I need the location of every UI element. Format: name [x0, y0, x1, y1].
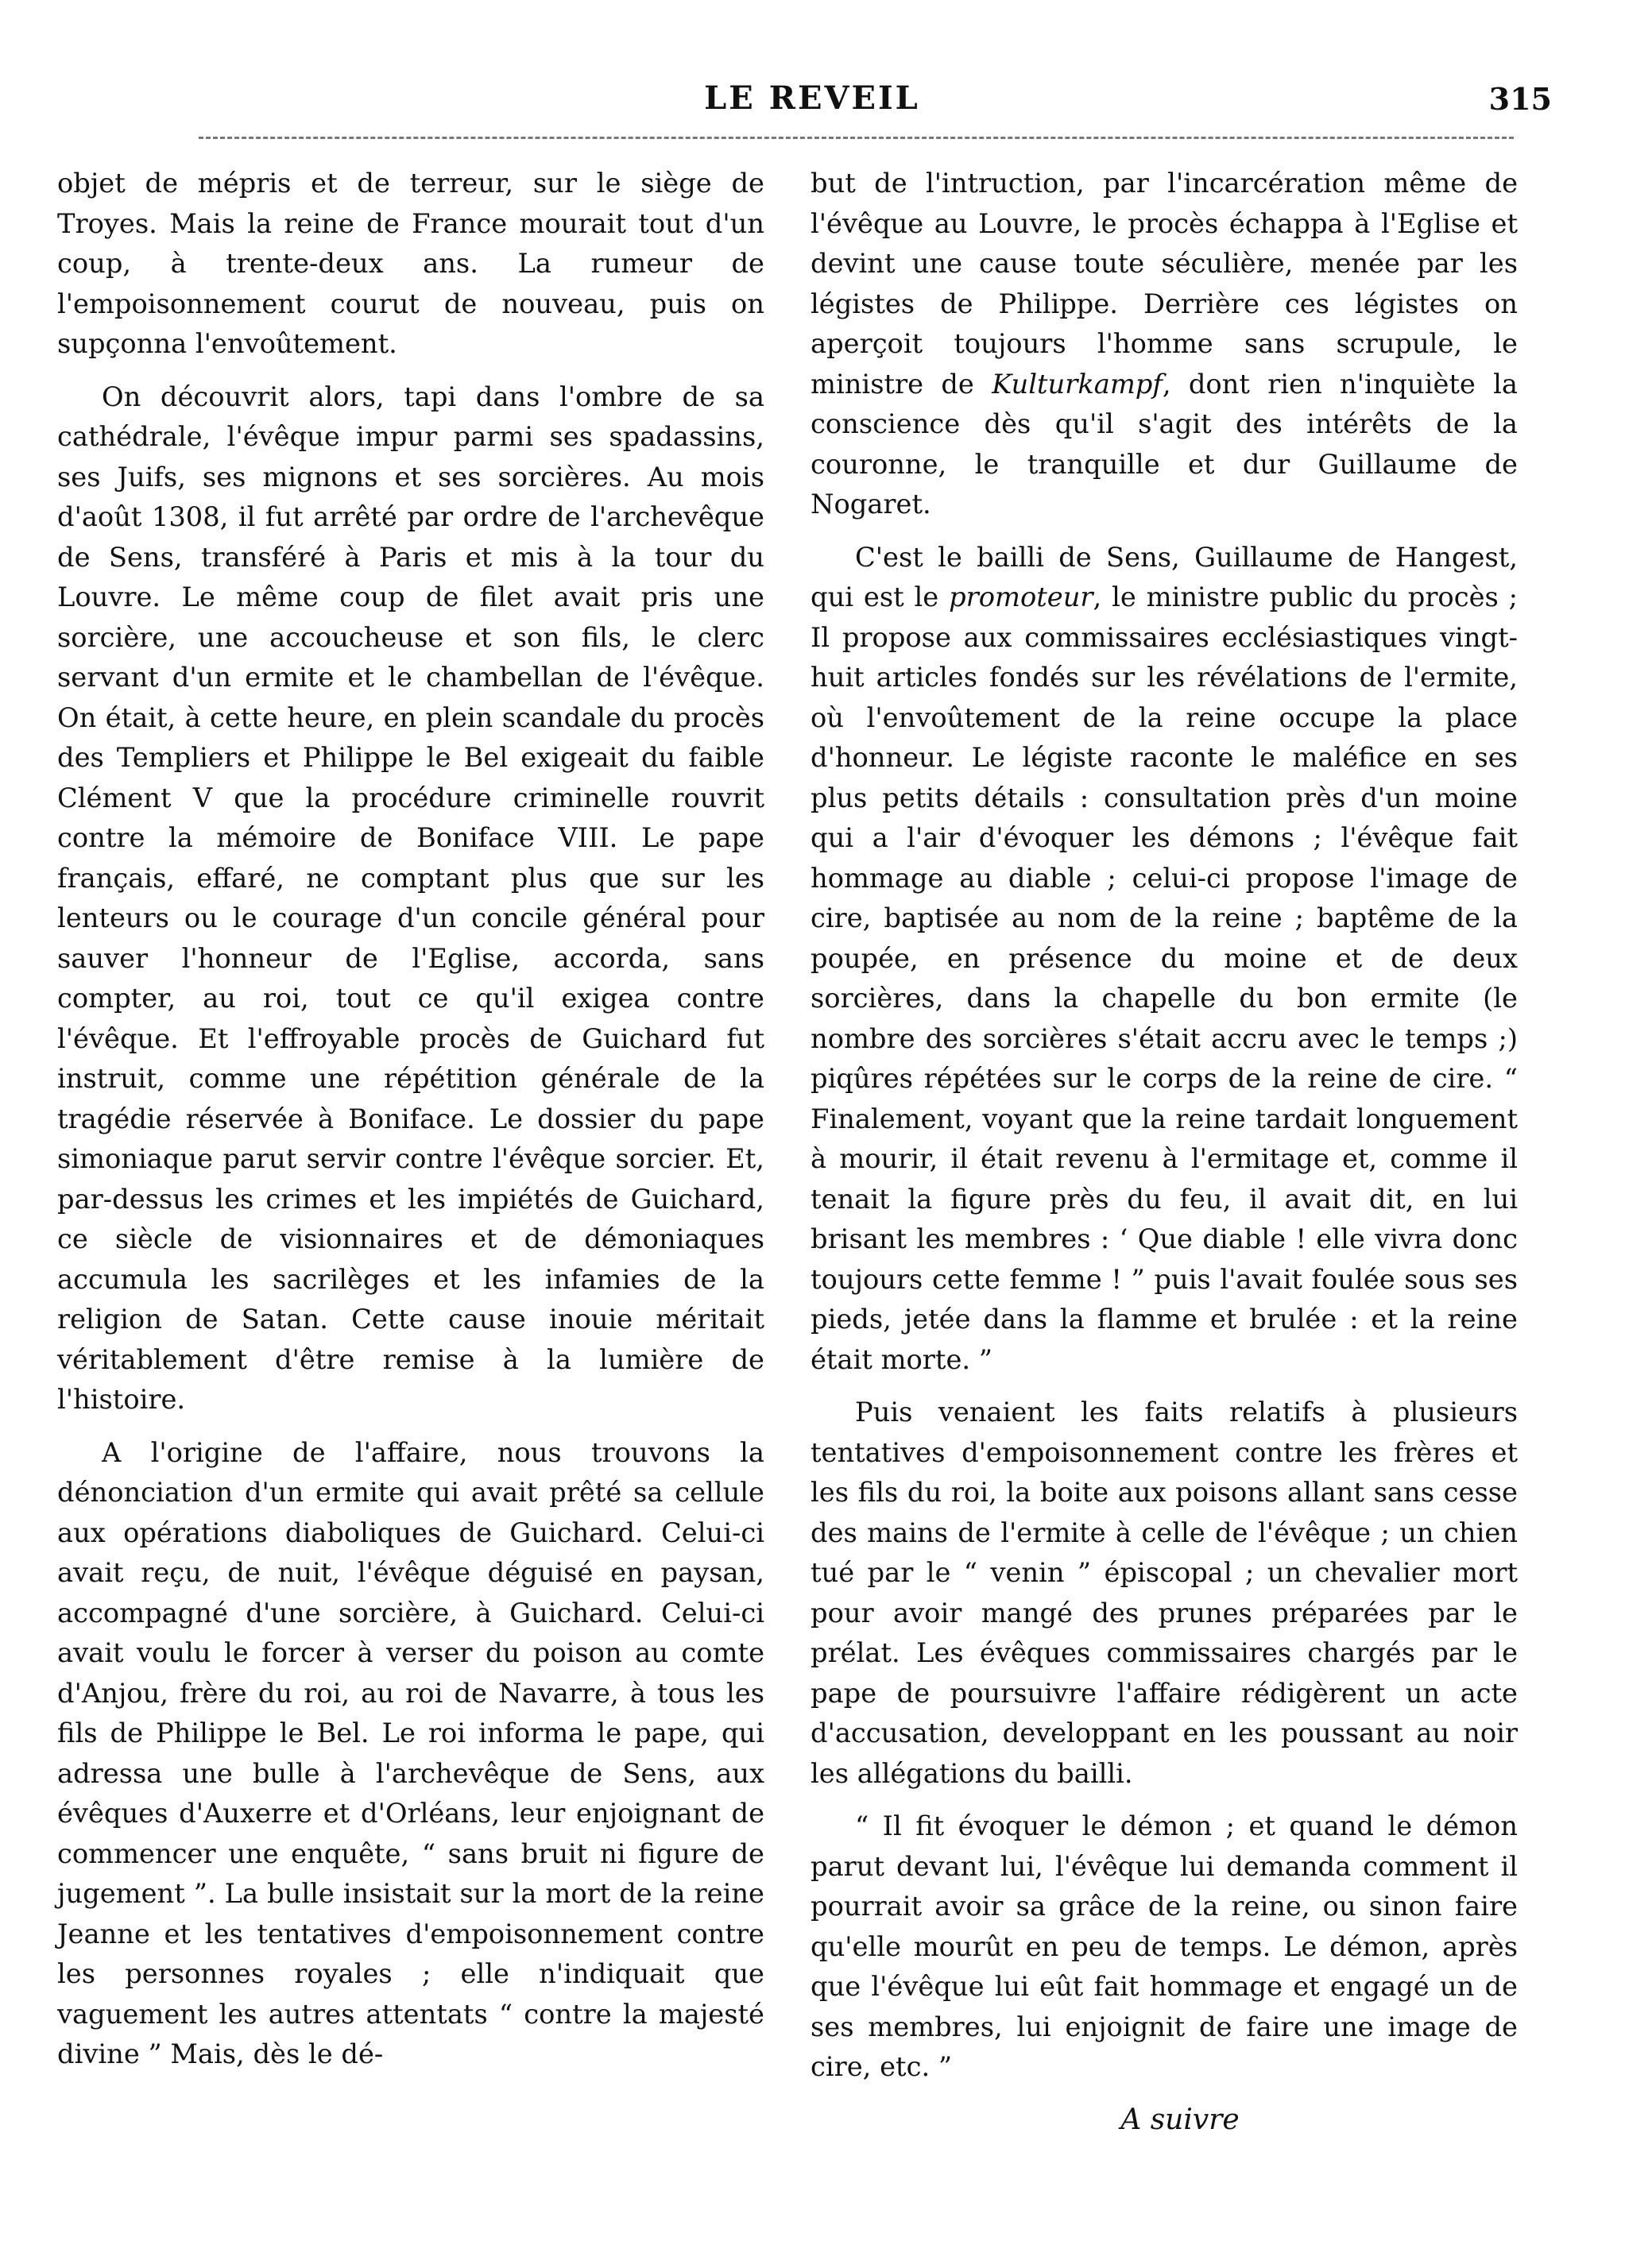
page-header	[0, 0, 1625, 151]
to-be-continued: A suivre	[1120, 2103, 1240, 2136]
right-paragraph-2	[811, 538, 1518, 1381]
right-paragraph-4: “ Il fit évoquer le démon ; et quand le démon parut devant lui, l'évêque lui demanda comment il pourrait avoir sa grâce de la reine, ou sinon faire qu'elle mourût en peu de temps. Le démon, après que l'évêque lui eût fait hommage et engagé un de ses membres, lui enjoignit de faire une image de cire, etc. ”	[811, 1810, 1518, 2082]
right-paragraph-1-text: but de l'intruction, par l'incarcération même de l'évêque au Louvre, le procès échappa à l'Eglise et devint une cause toute séculière, menée par les légistes de Philippe. Derrière ces légistes on aperçoit toujours l'homme sans scrupule, le ministre de	[811, 168, 1518, 400]
right-paragraph-1-end: , dont rien n'inquiète la conscience dès qu'il s'agit des intérêts de la couronne, le tranquille et dur Guillaume de Nogaret.	[811, 368, 1518, 520]
left-paragraph-3: A l'origine de l'affaire, nous trouvons la dénonciation d'un ermite qui avait prêté sa cellule aux opérations diaboliques de Guichard. Celui-ci avait reçu, de nuit, l'évêque déguisé en paysan, accompagné d'une sorcière, à Guichard. Celui-ci avait voulu le forcer à verser du poison au comte d'Anjou, frère du roi, au roi de Navarre, à tous les fils de Philippe le Bel. Le roi informa le pape, qui adressa une bulle à l'archevêque de Sens, aux évêques d'Auxerre et d'Orléans, leur enjoignant de commencer une enquête, “ sans bruit ni figure de jugement ”. La bulle insistait sur la mort de la reine Jeanne et les tentatives d'empoisonnement contre les personnes royales ; elle n'indiquait que vaguement les autres attentats “ contre la majesté divine ” Mais, dès le dé-	[57, 1436, 764, 2069]
right-paragraph-3: Puis venaient les faits relatifs à plusieurs tentatives d'empoisonnement contre les frères et les fils du roi, la boite aux poisons allant sans cesse des mains de l'ermite à celle de l'évêque ; un chien tué par le “ venin ” épiscopal ; un chevalier mort pour avoir mangé des prunes préparées par le prélat. Les évêques commissaires chargés par le pape de poursuivre l'affaire rédigèrent un acte d'accusation, developpant en les poussant au noir les allégations du bailli.	[811, 1397, 1518, 1789]
right-paragraph-2-end: , le ministre public du procès ; Il propose aux commissaires ecclésiastiques vingt-huit articles fondés sur les révélations de l'ermite, où l'envoûtement de la reine occupe la place d'honneur. Le légiste raconte le maléfice en ses plus petits détails : consultation près d'un moine qui a l'air d'évoquer les démons ; l'évêque fait hommage au diable ; celui-ci propose l'image de cire, baptisée au nom de la reine ; baptême de la poupée, en présence du moine et de deux sorcières, dans la chapelle du bon ermite (le nombre des sorcières s'était accru avec le temps ;) piqûres répétées sur le corps de la reine de cire. “ Finalement, voyant que la reine tardait longuement à mourir, il était revenu à l'ermitage et, comme il tenait la figure près du feu, il avait dit, en lui brisant les membres : ‘ Que diable ! elle vivra donc toujours cette femme ! ” puis l'avait foulée sous ses pieds, jetée dans la flamme et brulée : et la reine était morte. ”	[811, 581, 1518, 1375]
left-paragraph-2: On découvrit alors, tapi dans l'ombre de sa cathédrale, l'évêque impur parmi ses spadassins, ses Juifs, ses mignons et ses sorcières. Au mois d'août 1308, il fut arrêté par ordre de l'archevêque de Sens, transféré à Paris et mis à la tour du Louvre. Le même coup de filet avait pris une sorcière, une accoucheuse et son fils, le clerc servant d'un ermite et le chambellan de l'évêque. On était, à cette heure, en plein scandale du procès des Templiers et Philippe le Bel exigeait du faible Clément V que la procédure criminelle rouvrit contre la mémoire de Boniface VIII. Le pape français, effaré, ne comptant plus que sur les lenteurs ou le courage d'un concile général pour sauver l'honneur de l'Eglise, accorda, sans compter, au roi, tout ce qu'il exigea contre l'évêque. Et l'effroyable procès de Guichard fut instruit, comme une répétition générale de la tragédie réservée à Boniface. Le dossier du pape simoniaque parut servir contre l'évêque sorcier. Et, par-dessus les crimes et les impiétés de Guichard, ce siècle de visionnaires et de démoniaques accumula les sacrilèges et les infamies de la religion de Satan. Cette cause inouie méritait véritablement d'être remise à la lumière de l'histoire.	[57, 381, 764, 1415]
kulturkampf-italic: Kulturkampf	[992, 368, 1163, 400]
left-column	[57, 164, 764, 2088]
page-number: 315	[1488, 81, 1552, 117]
left-paragraph-1: objet de mépris et de terreur, sur le siège de Troyes. Mais la reine de France mourait tout d'un coup, à trente-deux ans. La rumeur de l'empoisonnement courut de nouveau, puis on supçonna l'envoûtement.	[57, 168, 764, 359]
right-column	[811, 164, 1518, 2140]
header-rule	[199, 137, 1514, 139]
running-title: LE REVEIL	[704, 79, 920, 117]
right-paragraph-1	[811, 164, 1518, 525]
promoteur-italic: promoteur	[949, 581, 1093, 612]
right-paragraph-2-start: C'est le bailli de Sens, Guillaume de Hangest, qui est le	[811, 541, 1518, 612]
